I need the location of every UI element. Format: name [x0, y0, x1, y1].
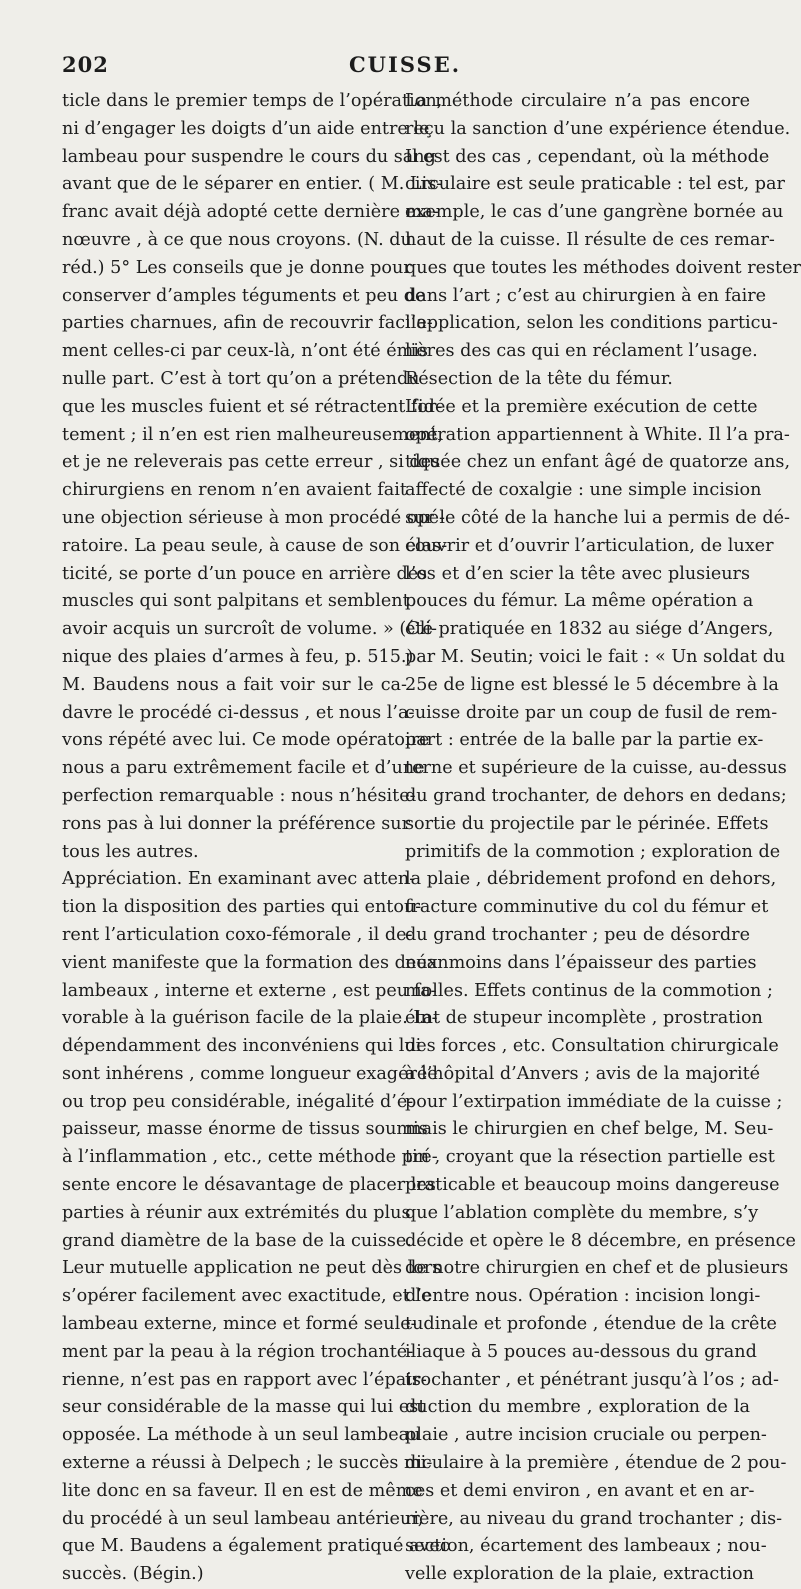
text-line: externe a réussi à Delpech ; le succès mi-	[62, 1453, 433, 1474]
text-line: lite donc en sa faveur. Il en est de même	[62, 1480, 423, 1501]
text-line: réd.) 5° Les conseils que je donne pour	[62, 257, 412, 278]
text-line: conserver d’amples téguments et peu de	[62, 285, 426, 306]
text-line: davre le procédé ci-dessus , et nous l’a-	[62, 702, 415, 723]
text-line: Appréciation. En examinant avec atten-	[62, 869, 416, 890]
text-line: nulle part. C’est à tort qu’on a prétendu	[62, 368, 420, 389]
text-line: pour l’extirpation immédiate de la cuisse ;	[405, 1091, 783, 1112]
text-line: nœuvre , à ce que nous croyons. (N. du	[62, 229, 412, 250]
text-line: cuisse droite par un coup de fusil de rem-	[405, 702, 778, 723]
text-line: la plaie , débridement profond en dehors,	[405, 869, 777, 890]
text-line: seur considérable de la masse qui lui est	[62, 1397, 426, 1418]
text-line: vient manifeste que la formation des deux	[62, 952, 438, 973]
page-number: 202	[62, 52, 109, 77]
text-line: rienne, n’est pas en rapport avec l’épais-	[62, 1369, 427, 1390]
text-line: l’application, selon les conditions particu-	[405, 313, 778, 334]
text-line: vorable à la guérison facile de la plaie. In-	[62, 1008, 438, 1029]
text-line: tous les autres.	[62, 841, 199, 862]
text-line: ces et demi environ , en avant et en ar-	[405, 1480, 755, 1501]
text-line: velle exploration de la plaie, extraction	[405, 1564, 754, 1585]
text-line: que l’ablation complète du membre, s’y	[405, 1202, 759, 1223]
text-line: par M. Seutin; voici le fait : « Un soldat du	[405, 646, 786, 667]
text-line: et je ne releverais pas cette erreur , si des	[62, 452, 441, 473]
text-line: l’os et d’en scier la tête avec plusieurs	[405, 563, 750, 584]
text-line: rent l’articulation coxo-fémorale , il de-	[62, 924, 413, 945]
text-line: section, écartement des lambeaux ; nou-	[405, 1536, 767, 1557]
text-line: à l’inflammation , etc., cette méthode pré-	[62, 1147, 438, 1168]
text-line: affecté de coxalgie : une simple incision	[405, 480, 762, 501]
text-line: ques que toutes les méthodes doivent rester	[405, 257, 801, 278]
text-line: paisseur, masse énorme de tissus soumis	[62, 1119, 428, 1140]
text-line: rons pas à lui donner la préférence sur	[62, 813, 411, 834]
text-line: sont inhérens , comme longueur exagérée	[62, 1063, 438, 1084]
text-line: exemple, le cas d’une gangrène bornée au	[405, 202, 784, 223]
text-line: fracture comminutive du col du fémur et	[405, 897, 769, 918]
text-line: sortie du projectile par le périnée. Effets	[405, 813, 769, 834]
text-line: tement ; il n’en est rien malheureusement,	[62, 424, 444, 445]
text-line: primitifs de la commotion ; exploration de	[405, 841, 781, 862]
page-header	[62, 52, 748, 92]
text-line: état de stupeur incomplète , prostration	[405, 1008, 763, 1029]
text-line: été pratiquée en 1832 au siége d’Angers,	[405, 619, 774, 640]
left-text-column	[62, 88, 450, 1589]
text-line: d’entre nous. Opération : incision longi-	[405, 1286, 761, 1307]
text-line: du procédé à un seul lambeau antérieur,	[62, 1508, 424, 1529]
text-line: ou trop peu considérable, inégalité d’é-	[62, 1091, 414, 1112]
text-line: duction du membre , exploration de la	[405, 1397, 750, 1418]
text-line: dépendamment des inconvéniens qui lui	[62, 1036, 422, 1057]
text-line: parties à réunir aux extrémités du plus	[62, 1202, 411, 1223]
text-line: diculaire à la première , étendue de 2 pou-	[405, 1453, 787, 1474]
text-line: que M. Baudens a également pratiqué avec	[62, 1536, 450, 1557]
text-line: circulaire est seule praticable : tel est, par	[405, 174, 785, 195]
text-line: iliaque à 5 pouces au-dessous du grand	[405, 1341, 757, 1362]
text-line: plaie , autre incision cruciale ou perpen-	[405, 1425, 767, 1446]
right-text-column	[405, 88, 801, 1589]
text-line: que les muscles fuient et sé rétractent for-	[62, 396, 443, 417]
text-line: tiquée chez un enfant âgé de quatorze ans,	[405, 452, 791, 473]
text-line: des forces , etc. Consultation chirurgicale	[405, 1036, 779, 1057]
text-line: franc avait déjà adopté cette dernière ma-	[62, 202, 439, 223]
text-line: avoir acquis un surcroît de volume. » (Cli-	[62, 619, 437, 640]
text-line: L’idée et la première exécution de cette	[405, 396, 758, 417]
text-line: trochanter , et pénétrant jusqu’à l’os ; ad-	[405, 1369, 779, 1390]
text-line: parties charnues, afin de recouvrir facile-	[62, 313, 433, 334]
text-line: 25e de ligne est blessé le 5 décembre à la	[405, 674, 779, 695]
text-line: du grand trochanter ; peu de désordre	[405, 924, 750, 945]
text-line: praticable et beaucoup moins dangereuse	[405, 1175, 780, 1196]
text-line: perfection remarquable : nous n’hésite-	[62, 785, 416, 806]
running-title: CUISSE.	[348, 52, 462, 77]
text-line: part : entrée de la balle par la partie ex-	[405, 730, 764, 751]
text-line: décide et opère le 8 décembre, en présence	[405, 1230, 796, 1251]
text-line: rière, au niveau du grand trochanter ; dis-	[405, 1508, 783, 1529]
text-line: tin , croyant que la résection partielle est	[405, 1147, 775, 1168]
text-line: grand diamètre de la base de la cuisse.	[62, 1230, 412, 1251]
text-line: lambeau pour suspendre le cours du sang	[62, 146, 436, 167]
text-line: succès. (Bégin.)	[62, 1564, 204, 1585]
text-line: M. Baudens nous a fait voir sur le ca-	[62, 674, 407, 695]
text-line: Résection de la tête du fémur.	[405, 368, 673, 389]
text-line: lambeau externe, mince et formé seule-	[62, 1314, 417, 1335]
text-line: couvrir et d’ouvrir l’articulation, de luxer	[405, 535, 774, 556]
text-line: du grand trochanter, de dehors en dedans;	[405, 785, 787, 806]
text-line: lières des cas qui en réclament l’usage.	[405, 341, 758, 362]
text-line: vons répété avec lui. Ce mode opératoire	[62, 730, 430, 751]
text-line: tion la disposition des parties qui entou-	[62, 897, 422, 918]
text-line: La méthode circulaire n’a pas encore	[405, 91, 750, 111]
text-line: s’opérer facilement avec exactitude, et le	[62, 1286, 432, 1307]
text-line: une objection sérieuse à mon procédé opé-	[62, 507, 445, 528]
text-line: ment par la peau à la région trochanté-	[62, 1341, 414, 1362]
text-line: muscles qui sont palpitans et semblent	[62, 591, 410, 612]
text-line: pouces du fémur. La même opération a	[405, 591, 754, 612]
text-line: avant que de le séparer en entier. ( M. Lis-	[62, 174, 443, 195]
text-line: ratoire. La peau seule, à cause de son élas-	[62, 535, 448, 556]
text-line: tudinale et profonde , étendue de la crête	[405, 1314, 777, 1335]
text-line: molles. Effets continus de la commotion ;	[405, 980, 773, 1001]
text-line: à l’hôpital d’Anvers ; avis de la majorité	[405, 1063, 761, 1084]
text-line: néanmoins dans l’épaisseur des parties	[405, 952, 757, 973]
text-line: Il est des cas , cependant, où la méthode	[405, 146, 770, 167]
text-line: ment celles-ci par ceux-là, n’ont été émis	[62, 341, 429, 362]
text-line: ni d’engager les doigts d’un aide entre le	[62, 118, 430, 139]
text-line: chirurgiens en renom n’en avaient fait	[62, 480, 407, 501]
text-line: lambeaux , interne et externe , est peu fa-	[62, 980, 437, 1001]
text-line: reçu la sanction d’une expérience étendue.	[405, 118, 791, 139]
text-line: nous a paru extrêmement facile et d’une	[62, 758, 425, 779]
text-line: de notre chirurgien en chef et de plusieurs	[405, 1258, 789, 1279]
text-line: opération appartiennent à White. Il l’a pra-	[405, 424, 790, 445]
text-line: sente encore le désavantage de placer les	[62, 1175, 436, 1196]
text-line: ticité, se porte d’un pouce en arrière des	[62, 563, 428, 584]
text-line: haut de la cuisse. Il résulte de ces remar-	[405, 229, 775, 250]
text-line: sur le côté de la hanche lui a permis de dé-	[405, 507, 790, 528]
text-line: Leur mutuelle application ne peut dès lors	[62, 1258, 442, 1279]
text-line: mais le chirurgien en chef belge, M. Seu-	[405, 1119, 774, 1140]
text-line: dans l’art ; c’est au chirurgien à en faire	[405, 285, 767, 306]
text-line: terne et supérieure de la cuisse, au-dessus	[405, 758, 787, 779]
text-line: ticle dans le premier temps de l’opération,	[62, 91, 443, 111]
text-line: opposée. La méthode à un seul lambeau	[62, 1425, 421, 1446]
text-line: nique des plaies d’armes à feu, p. 515.)	[62, 646, 414, 667]
